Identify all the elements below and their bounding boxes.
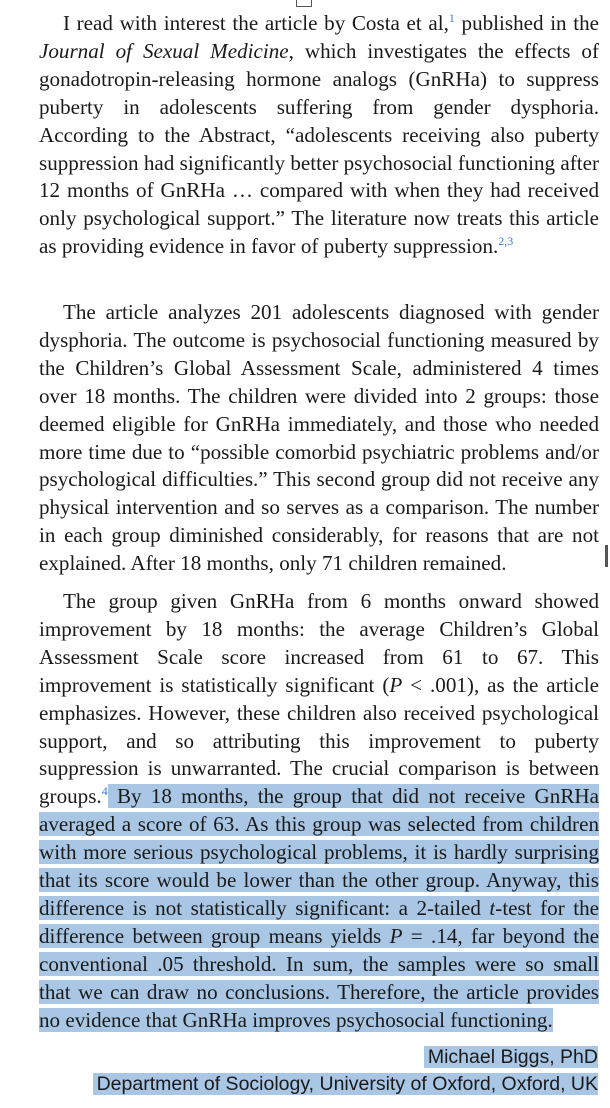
page-edge-mark: [296, 0, 312, 7]
selected-text-1[interactable]: By 18 months, the group that did not receive GnRHa averaged a score of 63. As this group was selected from children with more serious psychological problems, it is hardly surprising that its score would be lower than the other group. Anyway, this difference is not statistically significant: a 2-tailed: [39, 784, 599, 920]
reference-1-link[interactable]: 1: [448, 10, 455, 25]
intro-text-c: , which investigates the effects of gonadotropin-releasing hormone analogs (GnRHa) to suppress puberty in adolescents suffering from gender dysphoria. According to the Abstract, “adolescents receiving also puberty suppression had significantly better psychosocial functioning after 12 months of GnRHa … compared with when they had received only psychological support.” The literature now treats this article as providing evidence in favor of puberty suppression.: [39, 38, 600, 259]
author-affiliation[interactable]: Department of Sociology, University of Oxford, Oxford, UK: [93, 1073, 598, 1095]
signature-author: [38, 1043, 598, 1071]
selected-text-3[interactable]: = .14, far beyond the conventional .05 threshold. In sum, the samples were so small that we can draw no conclusions. Therefore, the article provides no evidence that GnRHa improves psychosocial functioning.: [39, 923, 599, 1032]
intro-text-a: I read with interest the article by Costa et al,: [63, 11, 449, 35]
selected-t-symbol[interactable]: t: [489, 895, 496, 920]
selected-p-symbol[interactable]: P: [389, 923, 403, 948]
p-value-symbol: P: [389, 672, 403, 697]
journal-title: Journal of Sexual Medicine: [39, 38, 289, 63]
paragraph-methods: The article analyzes 201 adolescents diagnosed with gender dysphoria. The outcome is psychosocial functioning measured by the Children’s Global Assessment Scale, administered 4 times over 18 months. The children were divided into 2 groups: those deemed eligible for GnRHa immediately, and those who needed more time due to “possible comorbid psychiatric problems and/or psychological difficulties.” This second group did not receive any physical intervention and so serves as a comparison. The number in each group diminished considerably, for reasons that are not explained. After 18 months, only 71 children remained.: [39, 300, 599, 576]
analysis-text-b: < .001), as the article emphasizes. However, these children also received psychological support, and so attributing this improvement to puberty suppression is unwarranted. The crucial comparison is between groups.: [39, 672, 600, 809]
paragraph-analysis: [39, 588, 599, 1035]
signature-affiliation: [38, 1070, 598, 1098]
reference-2-3-link[interactable]: 2,3: [498, 234, 514, 249]
intro-text-b: published in the: [454, 11, 599, 35]
analysis-text-a: The group given GnRHa from 6 months onward showed improvement by 18 months: the average Children’s Global Assessment Scale score increased from 61 to 67. This improvement is statistically significant (: [39, 589, 599, 697]
reference-4-link[interactable]: 4: [101, 784, 108, 799]
selected-text-2[interactable]: -test for the difference between group means yields: [39, 895, 599, 948]
cursor-caret: [605, 545, 608, 567]
paragraph-intro: [39, 10, 599, 261]
author-name[interactable]: Michael Biggs, PhD: [424, 1046, 598, 1068]
